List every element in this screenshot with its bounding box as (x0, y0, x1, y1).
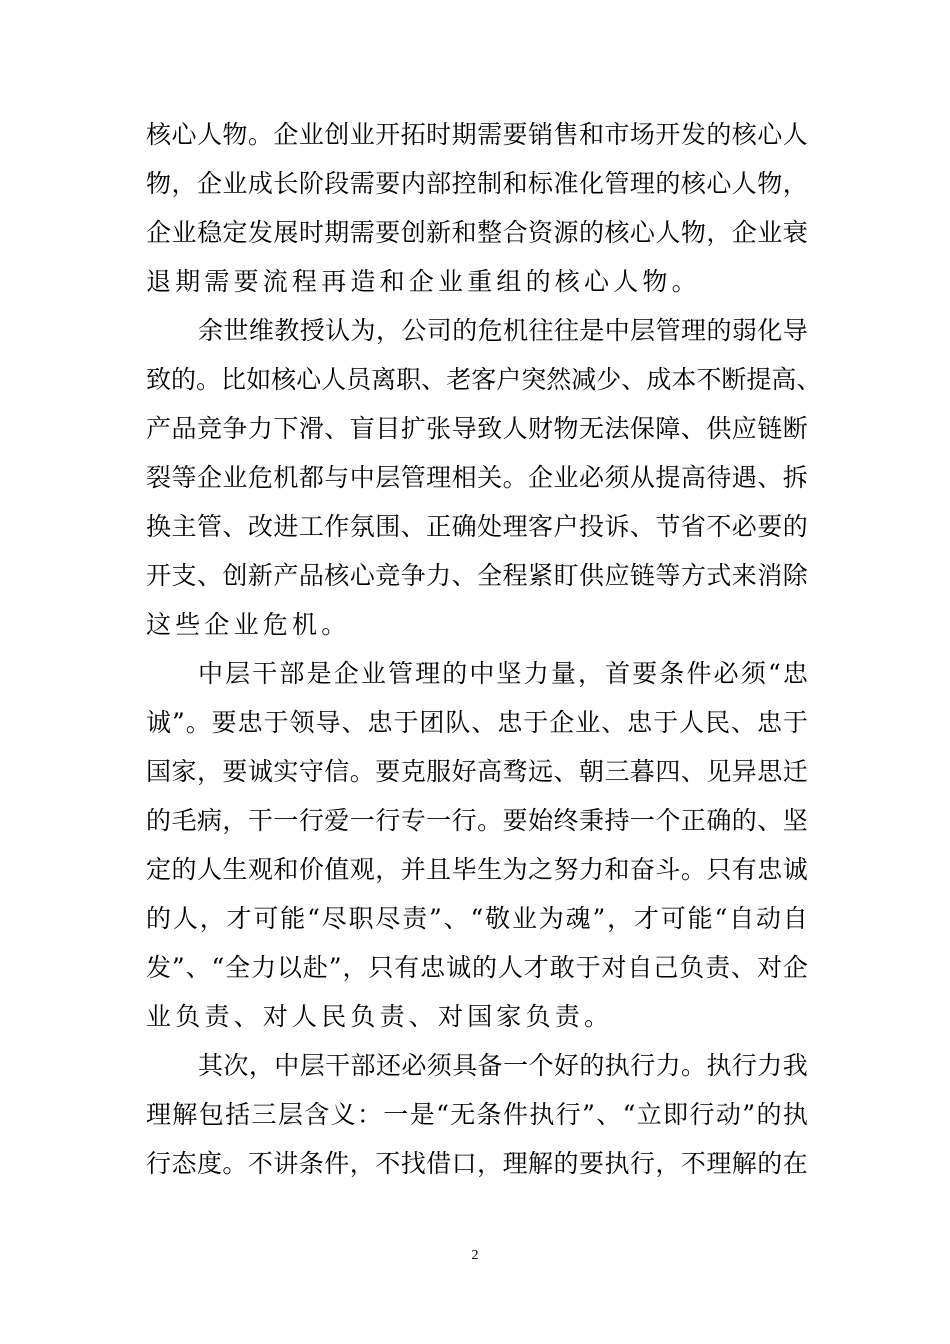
text-line: 诚 ” 。 要 忠 于 领 导 、 忠 于 团 队 、 忠 于 企 业 、 忠 于 人 民 、 忠 于 (146, 708, 808, 737)
text-line: 行 态 度 。 不 讲 条 件 ， 不 找 借 口 ， 理 解 的 要 执 行 ， 不 理 解 的 在 (146, 1149, 808, 1178)
text-line: 致 的 。 比 如 核 心 人 员 离 职 、 老 客 户 突 然 减 少 、 成 本 不 断 提 高 、 (146, 365, 822, 394)
text-line: 换 主 管 、 改 进 工 作 氛 围 、 正 确 处 理 客 户 投 诉 、 节 省 不 必 要 的 (146, 512, 808, 541)
text-line: 企 业 稳 定 发 展 时 期 需 要 创 新 和 整 合 资 源 的 核 心 人 物 ， 企 业 衰 (146, 218, 808, 247)
page-number: 2 (471, 1248, 479, 1263)
text-line: 发 ” 、 “ 全 力 以 赴 ” ， 只 有 忠 诚 的 人 才 敢 于 对 自 己 负 责 、 对 企 (146, 953, 808, 982)
text-line: 业负责、对人民负责、对国家负责。 (146, 1002, 614, 1031)
text-line: 核 心 人 物 。 企 业 创 业 开 拓 时 期 需 要 销 售 和 市 场 开 发 的 核 心 人 (146, 120, 808, 149)
text-line: 其 次 ， 中 层 干 部 还 必 须 具 备 一 个 好 的 执 行 力 。 执 行 力 我 (198, 1051, 808, 1080)
text-line: 中 层 干 部 是 企 业 管 理 的 中 坚 力 量 ， 首 要 条 件 必 须 “ 忠 (198, 659, 808, 688)
text-line: 理 解 包 括 三 层 含 义 ： 一 是 “ 无 条 件 执 行 ” 、 “ 立 即 行 动 ” 的 执 (146, 1100, 808, 1129)
text-line: 退期需要流程再造和企业重组的核心人物。 (146, 267, 701, 296)
text-line: 物 ， 企 业 成 长 阶 段 需 要 内 部 控 制 和 标 准 化 管 理 的 核 心 人 物 ， (146, 169, 808, 198)
text-line: 这些企业危机。 (146, 610, 351, 639)
text-line: 裂 等 企 业 危 机 都 与 中 层 管 理 相 关 。 企 业 必 须 从 提 高 待 遇 、 拆 (146, 463, 808, 492)
text-line: 开 支 、 创 新 产 品 核 心 竞 争 力 、 全 程 紧 盯 供 应 链 等 方 式 来 消 除 (146, 561, 808, 590)
text-line: 的 毛 病 ， 干 一 行 爱 一 行 专 一 行 。 要 始 终 秉 持 一 个 正 确 的 、 坚 (146, 806, 808, 835)
body-text (146, 110, 822, 1188)
text-line: 产 品 竞 争 力 下 滑 、 盲 目 扩 张 导 致 人 财 物 无 法 保 障 、 供 应 链 断 (146, 414, 808, 443)
text-line: 国 家 ， 要 诚 实 守 信 。 要 克 服 好 高 骛 远 、 朝 三 暮 四 、 见 异 思 迁 (146, 757, 808, 786)
text-line: 余 世 维 教 授 认 为 ， 公 司 的 危 机 往 往 是 中 层 管 理 的 弱 化 导 (198, 316, 808, 345)
text-line: 定 的 人 生 观 和 价 值 观 ， 并 且 毕 生 为 之 努 力 和 奋 斗 。 只 有 忠 诚 (146, 855, 808, 884)
text-line: 的 人 ， 才 可 能 “ 尽 职 尽 责 ” 、 “ 敬 业 为 魂 ” ， 才 可 能 “ 自 动 自 (146, 904, 808, 933)
